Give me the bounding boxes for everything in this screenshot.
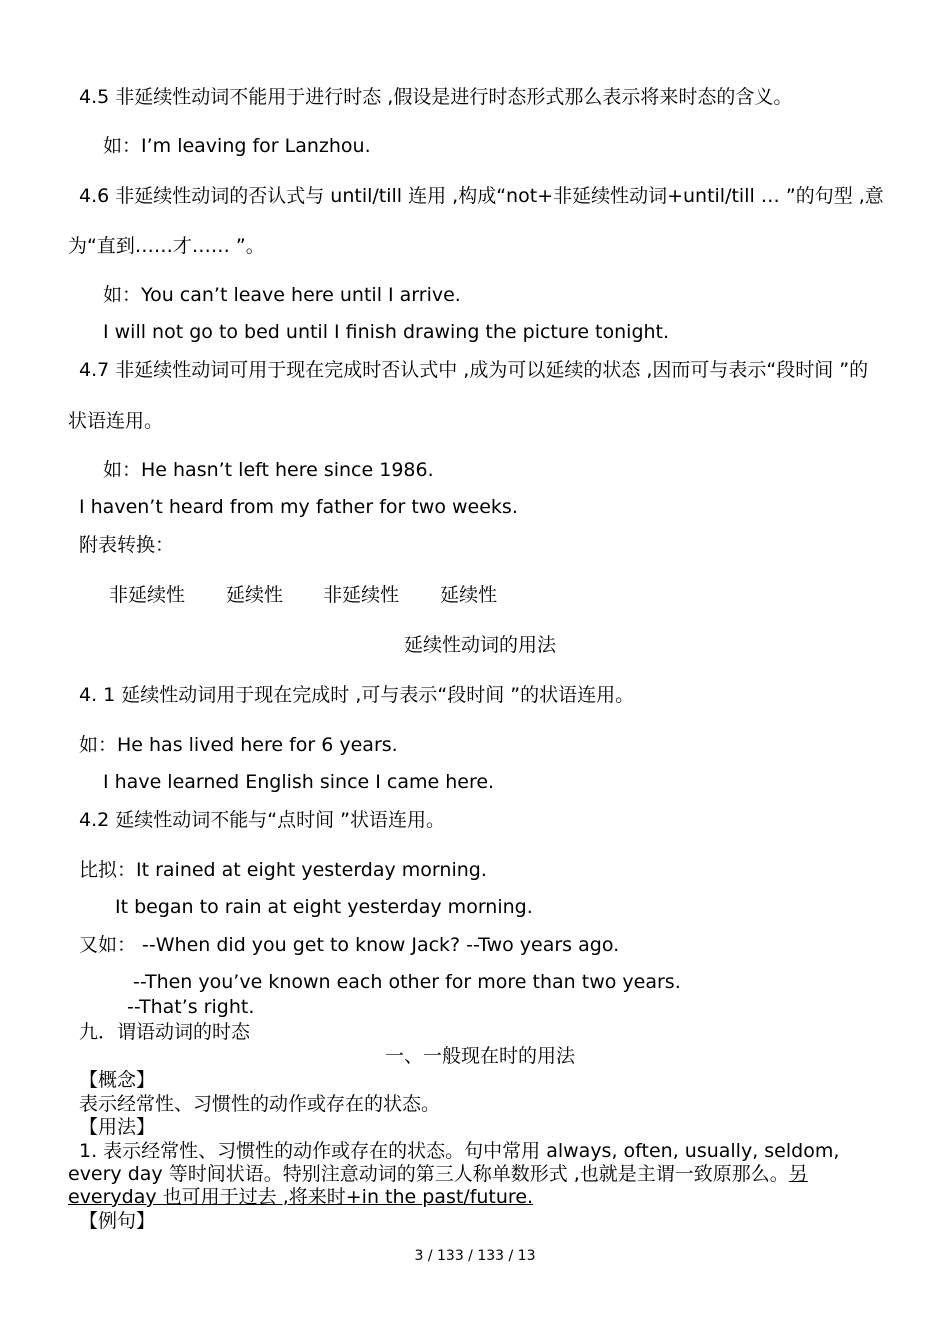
example-line: 又如： --When did you get to know Jack? --Two years ago. — [79, 934, 620, 956]
example-line: I have learned English since I came here. — [103, 771, 495, 793]
text-line: 表示经常性、习惯性的动作或存在的状态。 — [79, 1093, 441, 1115]
table-header-cell: 延续性 — [440, 584, 498, 606]
example-line: --That’s right. — [127, 996, 255, 1018]
example-line: 如：I’m leaving for Lanzhou. — [103, 135, 371, 157]
text-line: 4.7 非延续性动词可用于现在完成时否认式中 ,成为可以延续的状态 ,因而可与表示“段时间 ”的 — [79, 359, 869, 381]
text-line: 状语连用。 — [68, 410, 164, 432]
text-line: 附表转换： — [79, 534, 175, 556]
text-line: 1. 表示经常性、习惯性的动作或存在的状态。句中常用 always, often, usually, seldom, — [79, 1140, 840, 1162]
section-heading: 一、一般现在时的用法 — [384, 1045, 575, 1067]
text-line: 4. 1 延续性动词用于现在完成时 ,可与表示“段时间 ”的状语连用。 — [79, 684, 635, 706]
table-header-cell: 延续性 — [226, 584, 284, 606]
example-line: I will not go to bed until I finish drawing the picture tonight. — [103, 321, 670, 343]
section-heading: 延续性动词的用法 — [403, 634, 556, 656]
example-line: It began to rain at eight yesterday morning. — [115, 896, 533, 918]
example-line: --Then you’ve known each other for more than two years. — [133, 971, 681, 993]
table-header-cell: 非延续性 — [109, 584, 186, 606]
example-line: 如：He hasn’t left here since 1986. — [103, 459, 434, 481]
underlined-text: everyday 也可用于过去 ,将来时+in the past/future. — [68, 1186, 534, 1208]
label-usage: 【用法】 — [79, 1116, 156, 1138]
text-line: 为“直到……才…… ”。 — [68, 235, 265, 257]
label-concept: 【概念】 — [79, 1069, 156, 1091]
label-examples: 【例句】 — [79, 1210, 156, 1232]
conversion-table-header — [109, 583, 497, 607]
example-line: 如：He has lived here for 6 years. — [79, 734, 398, 756]
text-line: 4.2 延续性动词不能与“点时间 ”状语连用。 — [79, 809, 445, 831]
underlined-text: 另 — [788, 1163, 808, 1185]
page-number: 3 / 133 / 133 / 13 — [414, 1248, 536, 1264]
example-line: 比拟：It rained at eight yesterday morning. — [79, 859, 487, 881]
table-header-cell: 非延续性 — [323, 584, 400, 606]
chapter-heading: 九．谓语动词的时态 — [79, 1021, 251, 1043]
example-line: 如：You can’t leave here until I arrive. — [103, 284, 461, 306]
example-line: I haven’t heard from my father for two weeks. — [79, 496, 518, 518]
text-line — [68, 1162, 808, 1186]
text-line: 4.6 非延续性动词的否认式与 until/till 连用 ,构成“not+非延续性动词+until/till … ”的句型 ,意 — [79, 185, 884, 207]
text-line: 4.5 非延续性动词不能用于进行时态 ,假设是进行时态形式那么表示将来时态的含义。 — [79, 86, 793, 108]
text-span: every day 等时间状语。特别注意动词的第三人称单数形式 ,也就是主谓一致原那么。 — [68, 1163, 789, 1185]
